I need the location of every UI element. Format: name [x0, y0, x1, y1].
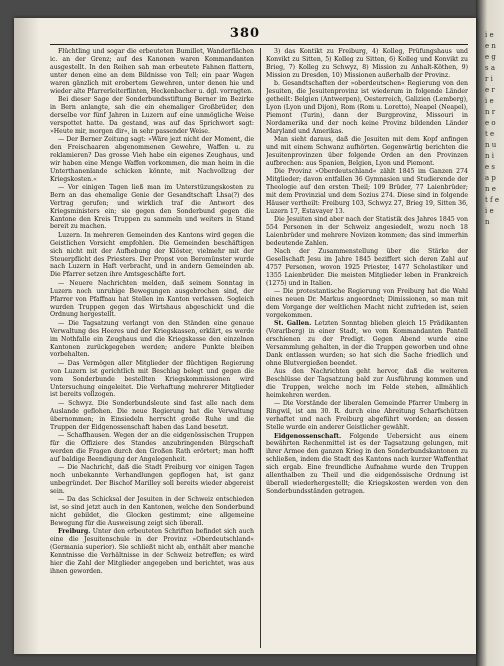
paragraph-text: Letzten Sonntag blieben gleich 15 Prädikanten (Vorarlberg) in einer Stadt, wo vom Kommandanten Pantell erschienen zu der Predigt. Gegen Abend wurde eine Versammlung gehalten, in der die Truppen geworben und ohne Dank entlassen wurden; so hat sich die Sache friedlich und ohne Blutvergießen beendet.	[266, 320, 468, 367]
paragraph-text: Man sieht daraus, daß die Jesuiten mit dem Kopf anfingen und mit einem Schwanz aufhörten. Gegenwärtig berichten die Jesuitenprovinzen über folgende Orden an den Provinzen aufbrechen: aus Spanien, Belgien, Lyon und Piemont.	[266, 135, 468, 167]
paragraph-text: b. Gesandtschaften der »oberdeutschen« Regierung von den Jesuiten, die Jesuitenprovinz ist wiederum in folgende Länder getheilt: Belgien (Antwerpen), Oesterreich, Galizien (Lemberg), Lyon (Lyon und Dijon), Rom (Rom u. Loretto), Neapel (Neapel), Piemont (Turin), dann der Burgprovinz, Missouri in Nordamerika und der noch keine Provinz bildenden Länder Maryland und Amerikas.	[266, 80, 468, 135]
paragraph-text: — Die Tagsatzung verlangt von den Ständen eine genaue Verwaltung des Heeres und der Kriegskassen, erklärt, es werde im Nothfalle ein Zeughaus und die Kriegskasse den einzelnen Kantonen zurückgegeben werden; andere Punkte bleiben vorbehalten.	[50, 319, 254, 359]
binding-shadow	[14, 18, 40, 654]
paragraph	[50, 400, 254, 432]
paragraph	[50, 528, 254, 575]
paragraph	[266, 433, 468, 496]
paragraph-text: — Die protestantische Regierung von Freiburg hat die Wahl eines neuen Dr. Markus angeordnet; Dimissionen, so man mit dem Vorgange der weltlichen Macht nicht zufrieden ist, seien vorgekommen.	[266, 288, 468, 319]
paragraph-text: — Die Nachricht, daß die Stadt Freiburg vor einigen Tagen noch unbekannte Verhandlungen gepflogen hat, ist ganz unbegründet. Der Bischof Marilley soll bereits wieder abgereist sein.	[50, 464, 254, 495]
paragraph	[266, 248, 468, 288]
paragraph	[266, 48, 468, 80]
paragraph-text: 3) das Kontikt zu Freiburg, 4) Kolleg, Prüfungshaus und Konvikt zu Sitten, 5) Kolleg zu Sitten, 6) Kolleg und Konvikt zu Brieg, 7) Kolleg zu Schwyz, 8) Mission zu Anhalt-Köthen, 9) Mission zu Dresden, 10) Missionen außerhalb der Provinz.	[266, 48, 468, 79]
paragraph	[50, 320, 254, 360]
paragraph-text: Luzern. In mehreren Gemeinden des Kantons wird gegen die Geistlichen Vorsicht empfohlen. Die Gemeinden beschäftigen sich nicht mit der Aufhebung der Klöster, vielmehr mit der Steuerpflicht des Priesters. Der Propst von Beromünster wurde nach Luzern in Haft verbracht, und in andern Gemeinden ab. Die Pfarrer setzen ihre Amtsgeschäfte fort.	[50, 231, 254, 279]
paragraph	[50, 48, 254, 95]
paragraph	[266, 168, 468, 215]
paragraph	[266, 80, 468, 135]
paragraph	[266, 288, 468, 320]
page-number: 380	[229, 26, 261, 41]
paragraph-text: Flüchtling und sogar die erbeuteten Bumillet, Wanderflächen ic. an der Grenz; auf des Kanonen waren Kommandanten ausgestellt. In den Reihen sah man erbeutete Fahnen flattern, unter denen eine an dem Bildnisse von Tell; ein paar Wagen waren gänzlich mit erobertem Gewehren, unter denen hie und wieder alte Pfarrerleiterflinten, Heckenbacher u. dgl. vorragten.	[50, 48, 254, 95]
paragraph	[266, 400, 468, 432]
paragraph-lead: St. Gallen.	[274, 320, 312, 328]
paragraph	[50, 432, 254, 464]
paragraph-text: — Neuere Nachrichten melden, daß seinem Sonntag in Luzern noch unruhige Bewegungen ausgebrochen sind, der Pfarrer von Pfaffnau hat Stellen im Kanton verlassen. Sogleich wurden Truppen gegen das Wirtshaus abgeschickt und die Ordnung hergestellt.	[50, 279, 254, 319]
paragraph-text: — Schaffhausen. Wegen der an die eidgenössischen Truppen für die Offiziere des Standes anzubringenden Bürgschaft werden die Fragen durch den Großen Rath erörtert; man hofft auf baldige Beendigung der Angelegenheit.	[50, 432, 254, 463]
paragraph	[266, 320, 468, 367]
paragraph-text: — Die Vorstände der liberalen Gemeinde Pfarrer Umberg in Ringwil, ist am 30. R. durch eine Abreitung Scharfschützen verhaftet und nach Freiburg abgeführt worden; an dessen Stelle wurde ein anderer Geistlicher gewählt.	[266, 400, 468, 432]
right-column	[266, 48, 468, 650]
paragraph	[50, 496, 254, 528]
paragraph	[50, 136, 254, 183]
paragraph	[50, 232, 254, 279]
left-column	[50, 48, 254, 650]
paragraph-text: Bei dieser Sage der Sonderbundsstiftung Berner im Bezirke in Bern anlangte, sah die ein ehemaliger Großbrüder, den derselbe vor fünf Jahren in Luzern auf eine unmögliche Weise verspottet hatte. Da gestand, was auf das Sprichwort sagt: »Heute mir, morgen dir«, in sehr passender Weise.	[50, 95, 254, 135]
paragraph	[50, 464, 254, 496]
paragraph-lead: Freiburg.	[58, 528, 91, 536]
paragraph-text: — Der Berner Zeitung sagt: »Wäre jezt nicht der Moment, die den Freischaaren abgenommenen Gewehre, Waffen u. zu reklamieren? Das grosse Vieh habe ein eigenes Zeughaus, und wir haben eine Menge Waffen vorkommen, die man heim in die Unterthanenlande schicken könnte, mit Nachvollzug der Kriegskosten.«	[50, 135, 254, 183]
paragraph-text: — Vor einigen Tagen ließ man im Unterstüzungskosten zu Bern an das ehemalige Genie der Gesandtschaft Lhsa(?) des Vertrag gerufen; und wirklich traf die Antwort des Kriegsministers ein; sie gegen den Sonderbund gegen die Kantone den Kreis Truppen zu sammeln und weiters in Stand bereit zu machen.	[50, 183, 254, 231]
paragraph	[266, 136, 468, 168]
paragraph-text: — Da das Schicksal der Jesuiten in der Schweiz entschieden ist, so sind jetzt auch in den Kantonen, welche den Sonderbund nicht gebildet, die Glocken gestimmt; eine allgemeine Bewegung für die Ausweisung zeigt sich überall.	[50, 496, 254, 527]
paragraph-text: Unter den erbeuteten Schriften befindet sich auch eine die Jesuitenschule in der Provinz »Oberdeutschland« (Germania superior). Sie schließt nicht ab, enthält aber manche Kenntnisse die Verhältnisse in der Schweiz betreffen; es wird hier die Zahl der Mitglieder angegeben und berichtet, was aus ihnen geworden.	[50, 528, 254, 575]
paragraph	[266, 216, 468, 248]
paragraph	[50, 96, 254, 136]
paragraph	[266, 368, 468, 400]
adjacent-page-text: i e e n e g s a r i e r i e n r e o t e n u n i e s a p n e t f e i e n	[485, 31, 499, 226]
document-page	[14, 18, 476, 654]
column-divider	[260, 48, 261, 648]
paragraph-text: Die Jesuiten sind aber nach der Statistik des Jahres 1845 von 554 Personen in der Schweiz angesiedelt, wozu noch 18 Laienbrüder und mehrere Novizen kommen; das sind immerhin bedeutende Zahlen.	[266, 216, 468, 247]
header-rule	[50, 44, 468, 45]
paragraph-text: Aus den Nachrichten geht hervor, daß die weiteren Beschlüsse der Tagsatzung bald zur Ausführung kommen und die Truppen, welche noch im Felde stehen, allmählich heimkehren werden.	[266, 368, 468, 399]
paragraph-text: — Das Vermögen aller Mitglieder der flüchtigen Regierung von Luzern ist gerichtlich mit Beschlag belegt und gegen die vom Sonderbunde bestellten Kriegskommissionen wird Untersuchung eingeleitet. Die Verhaftung mehrerer Mitglieder ist bereits vollzogen.	[50, 359, 254, 399]
paragraph-text: Nach der Zusammenstellung über die Stärke der Gesellschaft Jesu im Jahre 1845 beziffert sich deren Zahl auf 4757 Personen, wovon 1925 Priester, 1477 Scholastiker und 1355 Laienbrüder. Die meisten Mitglieder leben in Frankreich (1275) und in Italien.	[266, 248, 468, 287]
paragraph	[50, 360, 254, 400]
paragraph	[50, 280, 254, 320]
paragraph	[50, 184, 254, 231]
paragraph-text: Die Provinz »Oberdeutschland« zählt 1845 im Ganzen 274 Mitglieder; davon entfallen 36 Gymnasien und Studierende der Theologie auf den ersten Theil; 109 Brüder, 77 Laienbrüder; mit dem Provinzial und dem Sozius 274. Diese sind in folgende Häuser vertheilt: Freiburg 103, Schwyz 27, Brieg 19, Sitten 36, Luzern 17, Estavayer 13.	[266, 168, 468, 215]
adjacent-page-edge	[476, 0, 504, 666]
paragraph-text: Folgende Uebersicht aus einem bewährten Rechenmittel ist es der Tagsatzung gelungen, mit ihrer Armee den ganzen Krieg in den Sonderbundskantonen zu schließen, indem die Stadt des Kantons nach kurzer Waffenthat sich ergab. Eine freundliche Aufnahme wurde den Truppen allenthalben zu Theil und die eidgenössische Ordnung ist überall wiederhergestellt; die Kriegskosten werden von den Sonderbundsständen getragen.	[266, 432, 468, 495]
paragraph-lead: Eidgenossenschaft.	[274, 432, 342, 440]
paragraph-text: — Schwyz. Die Sonderbundsleute sind fast alle nach dem Auslande geflohen. Die neue Regierung hat die Verwaltung übernommen; in Einsiedeln herrscht große Ruhe und die Truppen der Eidgenossenschaft haben das Land besetzt.	[50, 399, 254, 431]
